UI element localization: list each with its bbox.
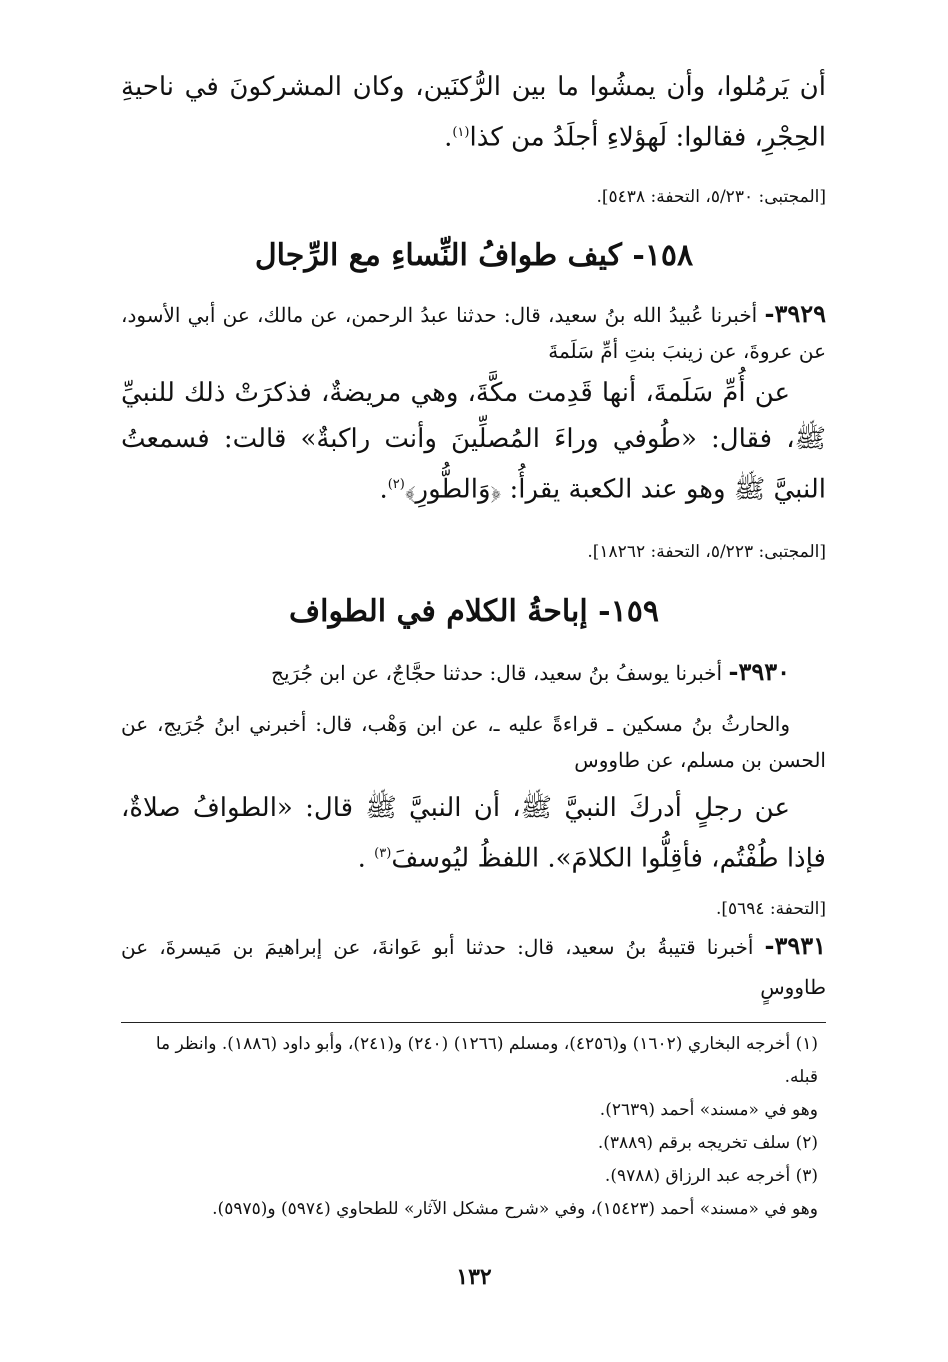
paragraph-continuation: أن يَرمُلوا، وأن يمشُوا ما بين الرُّكنَين، وكان المشركونَ في ناحيةِ الحِجْرِ، فقالوا: لَهؤلاءِ أجلَدُ من كذا$^{(١)}$.: [121, 72, 826, 153]
hadith-3929-matn: عن أُمِّ سَلَمةَ، أنها قَدِمت مكَّةَ، وهي مريضةٌ، فذكرَتْ ذلك للنبيِّ ﷺ، فقال: «طُوفي وراءَ المُصلِّينَ وأنت راكبةٌ» قالت: فسمعتُ النبيَّ ﷺ وهو عند الكعبة يقرأُ: ﴿وَالطُّورِ﴾$^{(٢)}$.: [121, 378, 826, 505]
hadith-3931-isnad: [121, 926, 826, 1007]
hadith-3930-isnad-b: والحارثُ بنُ مسكين ـ قراءةً عليه ـ، عن ابن وَهْب، قال: أخبرني ابنُ جُرَيج، عن الحسن بن مسلم، عن طاووس: [121, 712, 826, 772]
reference-line: [المجتبى: ٥/٢٣٠، التحفة: ٥٤٣٨].: [596, 187, 826, 207]
hadith-3930-matn: عن رجلٍ أدركَ النبيَّ ﷺ، أن النبيَّ ﷺ قال: «الطوافُ صلاةٌ، فإذا طُفْتُم، فأقِلُّوا الكلامَ». اللفظُ ليُوسفَ$^{(٣)}$ .: [121, 793, 826, 874]
chapter-heading-158: ١٥٨- كيف طوافُ النِّساءِ مع الرِّجال: [254, 238, 694, 273]
footnote-3-cont: وهو في «مسند» أحمد (١٥٤٢٣)، وفي «شرح مشكل الآثار» للطحاوي (٥٩٧٤) و(٥٩٧٥).: [212, 1199, 818, 1219]
matn-text: عن رجلٍ أدركَ النبيَّ ﷺ، أن النبيَّ ﷺ قال: «الطوافُ صلاةٌ، فإذا طُفْتُم، فأقِلُّوا الكلامَ». اللفظُ ليُوسفَ: [121, 793, 826, 874]
paragraph-text: أن يَرمُلوا، وأن يمشُوا ما بين الرُّكنَين، وكان المشركونَ في ناحيةِ الحِجْرِ، فقالوا: لَهؤلاءِ أجلَدُ من كذا: [121, 72, 826, 153]
reference-line: [التحفة: ٥٦٩٤].: [715, 899, 826, 919]
reference-line: [المجتبى: ٥/٢٢٣، التحفة: ١٨٢٦٢].: [587, 542, 826, 562]
footnote-divider: [121, 1022, 826, 1023]
footnote-3: (٣) أخرجه عبد الرزاق (٩٧٨٨).: [604, 1166, 818, 1186]
matn-text: عن أُمِّ سَلَمةَ، أنها قَدِمت مكَّةَ، وهي مريضةٌ، فذكرَتْ ذلك للنبيِّ ﷺ، فقال: «طُوفي وراءَ المُصلِّينَ وأنت راكبةٌ» قالت: فسمعتُ النبيَّ ﷺ وهو عند الكعبة يقرأُ: ﴿وَالطُّورِ﴾: [121, 378, 826, 505]
footnote-marker: (٣): [374, 846, 392, 861]
footnote-marker: (٢): [387, 477, 405, 492]
footnote-marker: (١): [452, 125, 470, 140]
hadith-3930-isnad-a: [121, 654, 826, 691]
footnote-1: (١) أخرجه البخاري (١٦٠٢) و(٤٢٥٦)، ومسلم (١٢٦٦) (٢٤٠) و(٢٤١)، وأبو داود (١٨٨٦). وانظر ما قبله.: [155, 1034, 818, 1087]
footnote-1-cont: وهو في «مسند» أحمد (٢٦٣٩).: [599, 1100, 818, 1120]
isnad-text: أخبرنا يوسفُ بنُ سعيد، قال: حدثنا حجَّاجٌ، عن ابن جُرَيج: [271, 661, 723, 685]
hadith-3929-isnad: [121, 296, 826, 369]
chapter-heading-159: ١٥٩- إباحةُ الكلام في الطواف: [289, 594, 659, 629]
isnad-text: أخبرنا عُبيدُ الله بنُ سعيد، قال: حدثنا عبدُ الرحمن، عن مالك، عن أبي الأسود، عن عروةَ، عن زينبَ بنتِ أمِّ سَلَمةَ: [121, 303, 826, 363]
isnad-text: أخبرنا قتيبةُ بنُ سعيد، قال: حدثنا أبو عَوانةَ، عن إبراهيمَ بن مَيسرةَ، عن طاووسٍ: [121, 935, 826, 999]
page-number: ١٣٢: [456, 1264, 492, 1290]
hadith-number: ٣٩٣٠-: [728, 657, 790, 686]
hadith-number: ٣٩٢٩-: [764, 299, 827, 328]
footnote-2: (٢) سلف تخريجه برقم (٣٨٨٩).: [597, 1133, 818, 1153]
footnotes: [118, 1028, 818, 1226]
hadith-number: ٣٩٣١-: [764, 931, 827, 960]
